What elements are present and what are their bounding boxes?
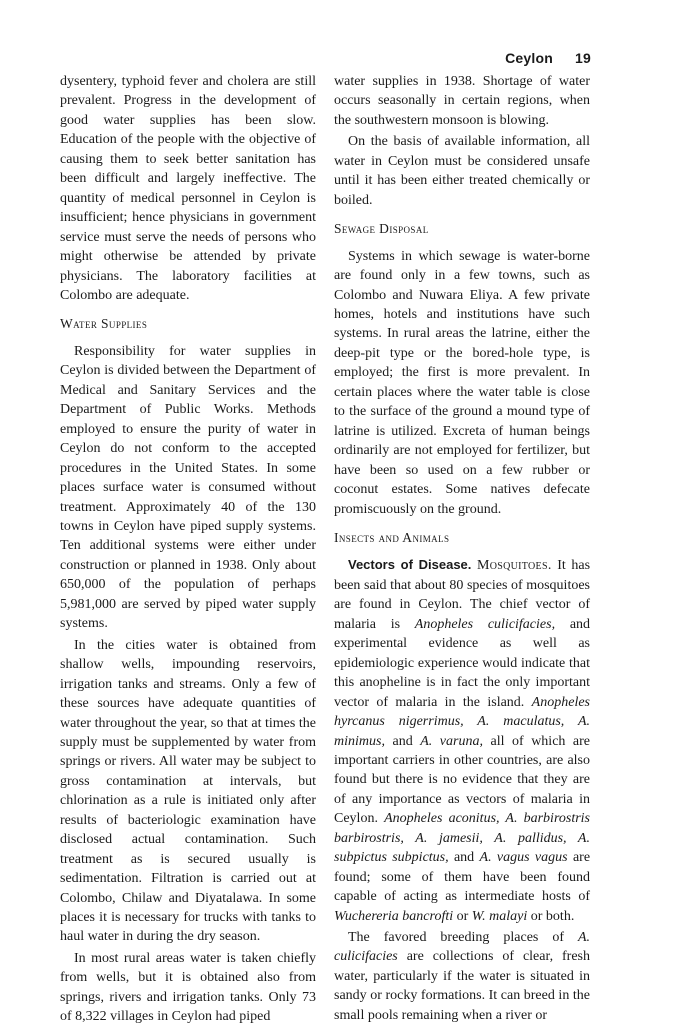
- text-run: and: [453, 850, 475, 866]
- right-column: [334, 72, 590, 1025]
- running-title: Ceylon: [505, 50, 554, 66]
- text-run: are found; some of them have been found capable of acting as intermediate hosts of: [334, 850, 591, 905]
- text-run: and: [392, 733, 413, 749]
- text-run: all of which are important carriers in other countries, are also found but there is no evidence that they are of any importance as vectors of malaria in Ceylon.: [334, 733, 591, 827]
- section-heading-insects-and-animals: Insects and Animals: [334, 529, 450, 545]
- paragraph: In most rural areas water is taken chiefly from wells, but it is obtained also from springs, rivers and irrigation tanks. Only 73 of 8,322 villages in Ceylon had piped: [60, 950, 316, 1025]
- paragraph: On the basis of available information, all water in Ceylon must be considered unsafe until it has been either treated chemically or boiled.: [334, 134, 590, 208]
- species-name: Anopheles hyrcanus nigerrimus, A. maculatus, A. minimus,: [334, 694, 590, 749]
- species-name: Anopheles aconitus, A. barbirostris barbirostris, A. jamesii, A. pallidus, A. subpictus subpictus,: [334, 811, 591, 866]
- run-in-heading: Vectors of Disease.: [348, 557, 472, 573]
- text-run: The favored breeding places of: [348, 930, 564, 946]
- left-column: [60, 72, 316, 1027]
- running-head: [505, 50, 591, 66]
- subheading-mosquitoes: Mosquitoes.: [477, 558, 552, 574]
- text-run: or both.: [530, 908, 575, 924]
- text-run: or: [456, 908, 469, 924]
- species-name: W. malayi: [471, 908, 528, 924]
- species-name: A. culicifacies: [334, 930, 591, 965]
- paragraph: Responsibility for water supplies in Ceylon is divided between the Department of Medical and Sanitary Services and the Department of Public Works. Methods employed to ensure the purity of water in Ceylon do not conform to the accepted procedures in the United States. In some places surface water is consumed without treatment. Approximately 40 of the 130 towns in Ceylon have piped supply systems. Ten additional systems were either under construction or planned in 1938. Only about 650,000 of the population of perhaps 5,981,000 are served by piped water supply systems.: [60, 343, 316, 632]
- section-heading-sewage-disposal: Sewage Disposal: [334, 221, 429, 237]
- text-run: It has been said that about 80 species of mosquitoes are found in Ceylon. The chief vector of malaria is: [334, 558, 591, 632]
- text-run: are collections of clear, fresh water, particularly if the water is situated in sandy or rocky formations. It can breed in the small pools remaining when a river or: [334, 949, 591, 1023]
- paragraph: In the cities water is obtained from shallow wells, impounding reservoirs, irrigation tanks and streams. Only a few of these sources have adequate quantities of water throughout the year, so that at times the supply must be supplemented by water from springs or rivers. All water may be subject to gross contamination at intervals, but chlorination as a rule is initiated only after results of bacteriologic examination have disclosed actual contamination. Such treatment as is secured usually is sedimentation. Filtration is carried out at Colombo, Chilaw and Diyatalawa. In some places it is necessary for trucks with tanks to haul water in during the dry season.: [60, 637, 316, 945]
- section-heading-water-supplies: Water Supplies: [60, 316, 148, 332]
- species-name: Anopheles culicifacies,: [414, 616, 556, 632]
- paragraph: water supplies in 1938. Shortage of water occurs seasonally in certain regions, when the southwestern monsoon is blowing.: [334, 74, 590, 128]
- species-name: A. vagus vagus: [479, 850, 568, 866]
- species-name: Wuchereria bancrofti: [334, 908, 454, 924]
- text-run: and experimental evidence as well as epidemiologic experience would indicate that this anopheline is in fact the only important vector of malaria in the island.: [334, 616, 591, 710]
- paragraph-breeding-places: [334, 928, 590, 1025]
- paragraph: dysentery, typhoid fever and cholera are still prevalent. Progress in the development of good water supplies has been slow. Education of the people with the objective of causing them to seek better sanitation has been difficult and largely ineffective. The quantity of medical personnel in Ceylon is insufficient; hence physicians in government service must serve the needs of persons who might otherwise be attended by private physicians. The laboratory facilities at Colombo are adequate.: [60, 74, 316, 303]
- page-number: 19: [575, 50, 591, 66]
- paragraph-vectors-of-disease: [334, 555, 590, 926]
- species-name: A. varuna,: [420, 733, 483, 749]
- paragraph: Systems in which sewage is water-borne are found only in a few towns, such as Colombo and Nuwara Eliya. A few private homes, hotels and institutions have such systems. In rural areas the latrine, either the deep-pit type or the bored-hole type, is employed; the first is more prevalent. In certain places where the water table is close to the surface of the ground a mound type of latrine is utilized. Excreta of human beings ordinarily are not employed for fertilizer, but have been so used on a few rubber or coconut estates. Some natives defecate promiscuously on the ground.: [334, 248, 590, 517]
